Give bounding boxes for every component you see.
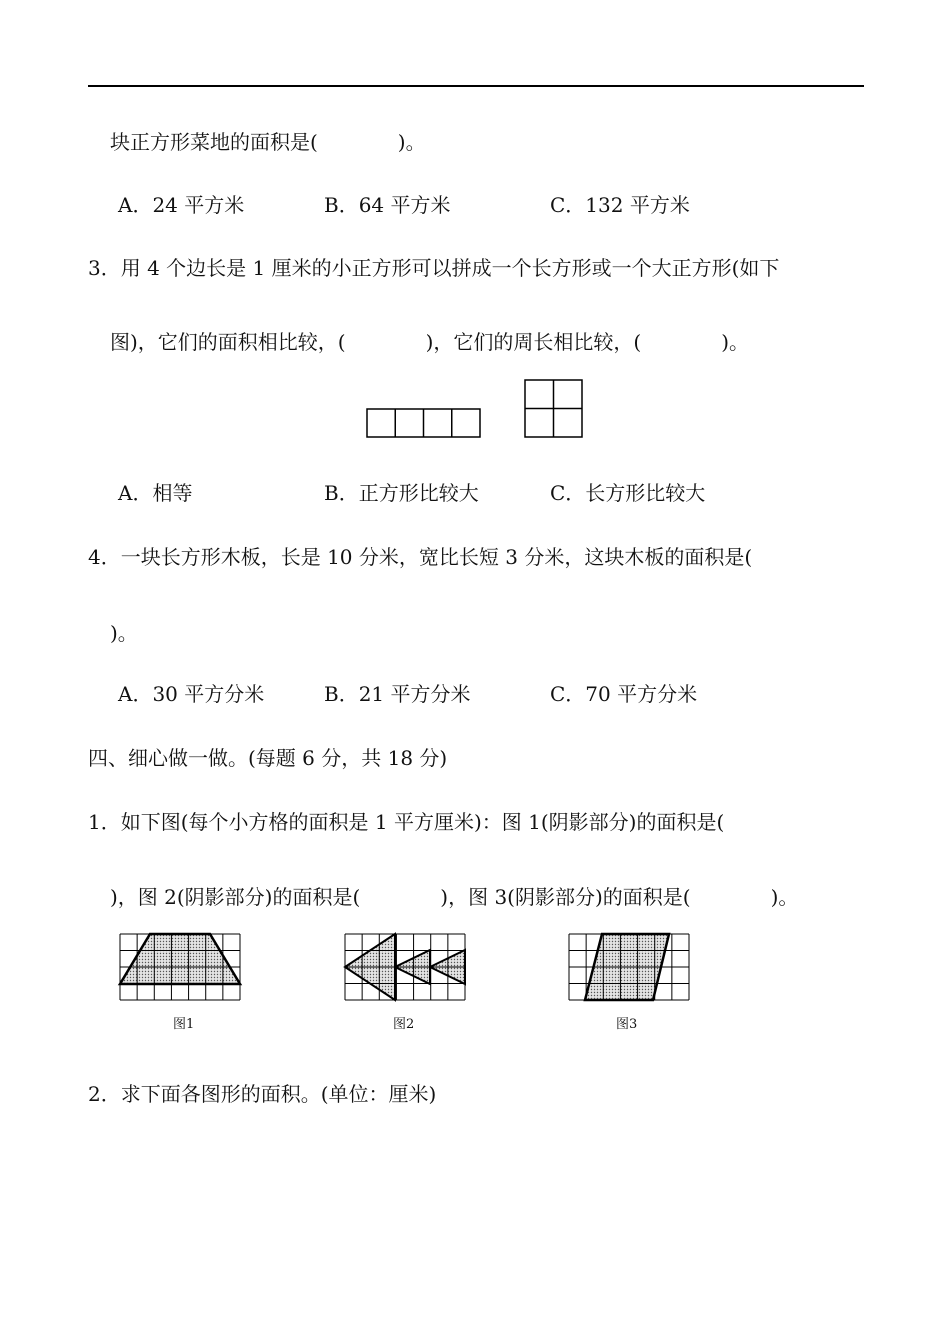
q4-line2: )。 <box>110 621 138 645</box>
q3-rectangle-figure <box>366 408 482 438</box>
q4-option-b: B．21 平方分米 <box>324 682 471 706</box>
figure-1-trapezoid <box>120 934 240 984</box>
s4-q1-line2: )，图 2(阴影部分)的面积是( )，图 3(阴影部分)的面积是( )。 <box>110 885 799 909</box>
q3-option-a: A．相等 <box>118 481 193 505</box>
section4-title: 四、细心做一做。(每题 6 分，共 18 分) <box>88 746 448 770</box>
figure-2-caption: 图2 <box>393 1017 415 1032</box>
s4-q2-text: 2．求下面各图形的面积。(单位：厘米) <box>88 1082 437 1106</box>
q2-option-a: A．24 平方米 <box>118 193 245 217</box>
q4-option-c: C．70 平方分米 <box>550 682 698 706</box>
figure-1-caption: 图1 <box>173 1017 195 1032</box>
q2-option-c: C．132 平方米 <box>550 193 690 217</box>
figure-3-caption: 图3 <box>616 1017 638 1032</box>
q3-option-c: C．长方形比较大 <box>550 481 706 505</box>
q3-line2: 图)，它们的面积相比较，( )，它们的周长相比较，( )。 <box>110 330 750 354</box>
q3-line1: 3．用 4 个边长是 1 厘米的小正方形可以拼成一个长方形或一个大正方形(如下 <box>88 256 780 280</box>
q2-continuation-text: 块正方形菜地的面积是( )。 <box>110 130 426 154</box>
q3-option-b: B．正方形比较大 <box>324 481 479 505</box>
q4-option-a: A．30 平方分米 <box>118 682 265 706</box>
header-rule <box>88 85 864 87</box>
q4-line1: 4．一块长方形木板，长是 10 分米，宽比长短 3 分米，这块木板的面积是( <box>88 545 753 569</box>
figure-2-grid <box>345 934 466 1001</box>
figure-1-grid <box>120 934 241 1001</box>
s4-q1-line1: 1．如下图(每个小方格的面积是 1 平方厘米)：图 1(阴影部分)的面积是( <box>88 810 725 834</box>
q2-option-b: B．64 平方米 <box>324 193 451 217</box>
q3-square-figure <box>524 379 584 439</box>
figure-3-grid <box>569 934 690 1001</box>
